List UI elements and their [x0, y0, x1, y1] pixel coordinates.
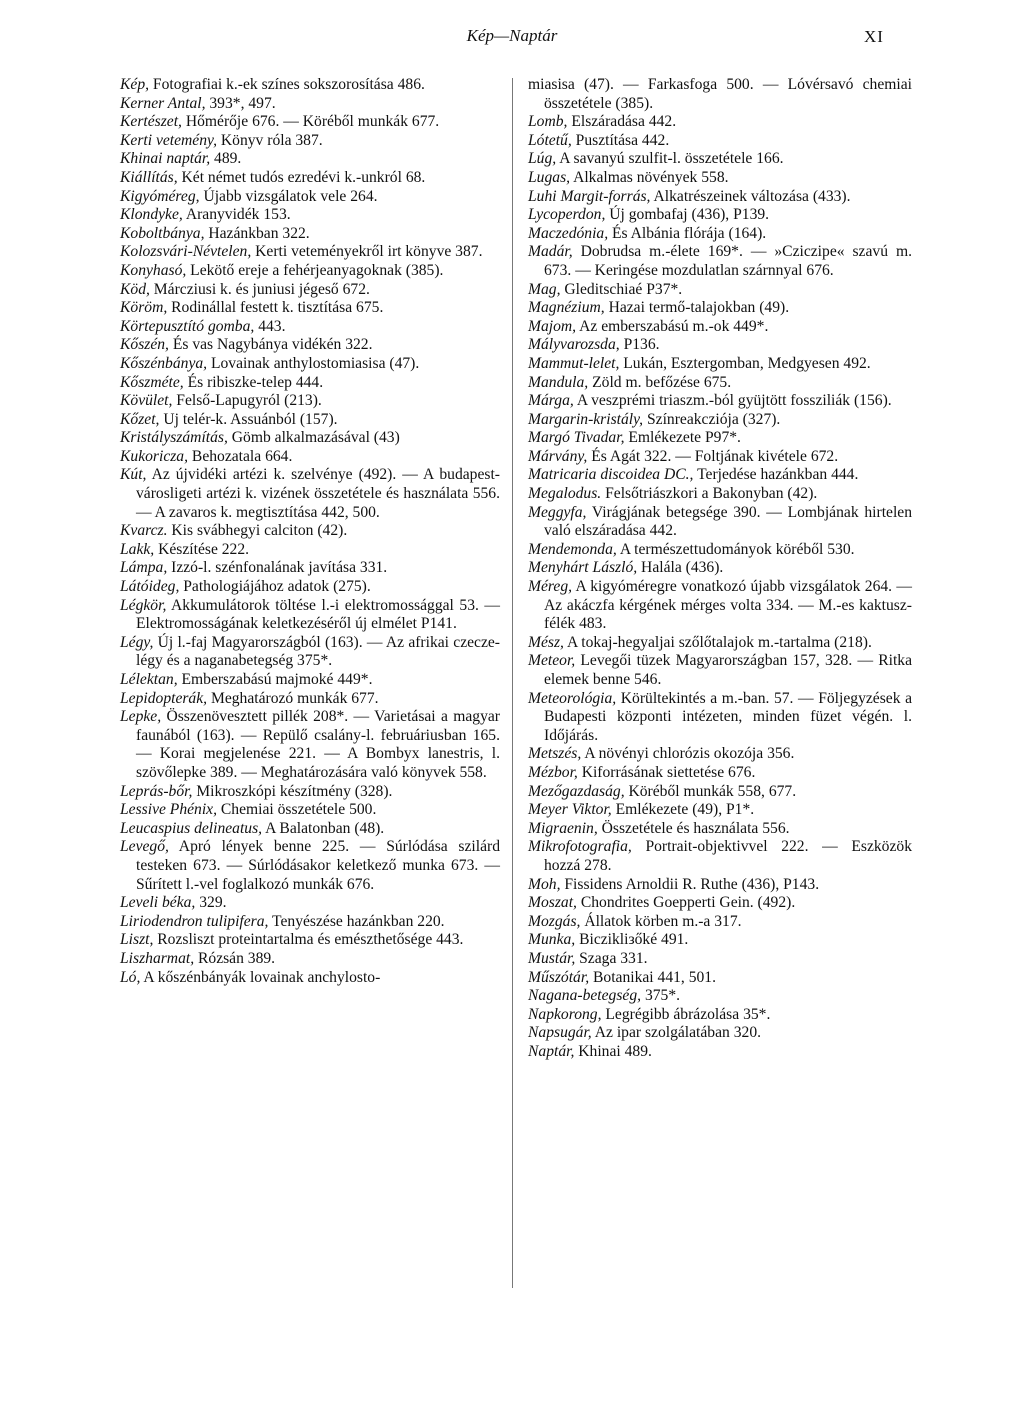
running-head: Kép—Naptár: [466, 26, 558, 45]
index-entry: [528, 132, 912, 151]
index-entry: [528, 243, 912, 280]
index-entry: [528, 448, 912, 467]
index-entry: [528, 281, 912, 300]
entry-text: Portrait-objektivvel 222. — Eszközök hozzá 278.: [544, 838, 912, 874]
index-entry: [120, 392, 500, 411]
index-entry: [120, 299, 500, 318]
entry-term: Látóideg,: [120, 578, 180, 596]
entry-text: Zöld m. befőzése 675.: [588, 373, 732, 391]
entry-text: Akkumulátorok töltése l.-i elektromossággal 53. — Elektromosságának keletkezéséről új elmélet P141.: [136, 596, 500, 633]
index-entry: [120, 336, 500, 355]
entry-text: Chondrites Goepperti Gein. (492).: [576, 894, 796, 912]
entry-text: 329.: [195, 894, 227, 912]
entry-text: Khinai 489.: [574, 1042, 652, 1060]
entry-text: Hazai termő-talajokban (49).: [604, 299, 790, 317]
entry-text: Lukán, Esztergomban, Medgyesen 492.: [619, 354, 871, 372]
entry-text: Összetétele és használata 556.: [597, 819, 790, 837]
entry-text: Fotografiai k.-ek színes sokszorosítása 486.: [149, 76, 425, 93]
index-entry: [120, 783, 500, 802]
index-column-left: [120, 76, 500, 987]
entry-text: Köréből munkák 558, 677.: [624, 782, 797, 800]
entry-text: Újabb vizsgálatok vele 264.: [199, 187, 378, 205]
index-entry: [120, 466, 500, 522]
entry-term: Levegő,: [120, 838, 169, 856]
index-entry: [528, 466, 912, 485]
entry-text: Felső-Lapugyról (213).: [172, 392, 322, 410]
entry-text: Lovainak anthylostomiasisa (47).: [207, 354, 420, 372]
entry-text: Alkatrészeinek változása (433).: [650, 187, 851, 205]
entry-text: Chemiai összetétele 500.: [217, 801, 377, 819]
index-entry: [120, 801, 500, 820]
entry-text: Pusztítása 442.: [571, 131, 670, 149]
entry-term: Mész,: [528, 633, 564, 651]
entry-text: Gleditschiaé P37*.: [560, 280, 683, 298]
entry-term: Kőszén,: [120, 336, 169, 354]
index-entry: [528, 299, 912, 318]
entry-term: Márvány,: [528, 447, 588, 465]
entry-term: Migraenin,: [528, 819, 598, 837]
index-entry: [120, 708, 500, 782]
index-entry: [528, 374, 912, 393]
entry-term: Lomb,: [528, 113, 568, 131]
entry-term: Konyhasó,: [120, 261, 187, 279]
entry-term: Majom,: [528, 317, 577, 335]
entry-term: Leucaspius delineatus,: [120, 819, 263, 837]
entry-term: Margarin-kristály,: [528, 410, 644, 428]
entry-text: Kis svábhegyi calciton (42).: [167, 522, 348, 540]
entry-term: Maczedónia,: [528, 224, 609, 242]
entry-term: Kút,: [120, 466, 147, 484]
index-entry: [528, 541, 912, 560]
entry-term: Mézbor,: [528, 763, 578, 781]
index-entry: [120, 132, 500, 151]
index-entry: [120, 355, 500, 374]
entry-term: Lélektan,: [120, 671, 178, 688]
entry-text: Összenövesztett pillék 208*. — Varietásai a magyar faunából (163). — Repülő csalány-l. februáriusban 165. — Korai megjelenése 221. — A Bombyx lanestris, l. szövőlepke 389. — Meghatározására való könyvek 558.: [136, 708, 500, 781]
entry-term: Kerti vetemény,: [120, 131, 217, 149]
entry-text: Gömb alkalmazásával (43): [227, 429, 400, 447]
page-number: XI: [864, 27, 884, 46]
entry-term: Liriodendron tulipifera,: [120, 912, 269, 930]
index-entry: [528, 1006, 912, 1025]
index-entry: [528, 931, 912, 950]
index-entry: [528, 783, 912, 802]
entry-text: Körültekintés a m.-ban. 57. — Följegyzések a Budapesti központi intézeten, minden füzet végén. l. Időjárás.: [544, 689, 912, 744]
entry-term: Köd,: [120, 280, 150, 298]
index-entry: [120, 76, 500, 95]
entry-term: Nagana-betegség,: [528, 987, 642, 1005]
entry-term: Kőszméte,: [120, 373, 184, 391]
entry-text: Levegői tüzek Magyarországban 157, 328. — Ritka elemek benne 546.: [544, 652, 912, 688]
entry-term: Műszótár,: [528, 968, 590, 986]
entry-text: Új gombafaj (436), P139.: [605, 206, 770, 224]
entry-text: És ribiszke-telep 444.: [183, 373, 324, 391]
entry-term: Meteor,: [528, 652, 576, 670]
entry-text: Rozsliszt proteintartalma és emészthetősége 443.: [153, 931, 464, 949]
index-entry: [120, 243, 500, 262]
entry-text: miasisa (47). — Farkasfoga 500. — Lóvérsavó chemiai összetétele (385).: [528, 76, 912, 112]
entry-term: Meyer Viktor,: [528, 801, 612, 819]
index-entry: [120, 318, 500, 337]
entry-text: 443.: [254, 317, 286, 335]
entry-term: Lycoperdon,: [528, 206, 606, 224]
entry-text: A természettudományok köréből 530.: [616, 540, 855, 558]
entry-text: A veszprémi triaszm.-ból gyüjtött fossziliák (156).: [573, 392, 892, 410]
index-entry: [120, 541, 500, 560]
entry-text: Hazánkban 322.: [204, 224, 310, 242]
entry-term: Meteorológia,: [528, 689, 617, 707]
entry-term: Mag,: [528, 280, 561, 298]
index-entry: [120, 931, 500, 950]
index-entry: [120, 225, 500, 244]
entry-term: Margó Tivadar,: [528, 429, 625, 447]
index-entry: [528, 1024, 912, 1043]
entry-term: Kristályszámítás,: [120, 429, 228, 447]
entry-term: Lepidopterák,: [120, 689, 208, 707]
entry-text: Márcziusi k. és juniusi jégeső 672.: [149, 280, 370, 298]
index-entry: [528, 894, 912, 913]
entry-text: P136.: [619, 336, 660, 354]
index-entry: [120, 838, 500, 894]
entry-text: Dobrudsa m.-élete 169*. — »Cziczipe« szavú m. 673. — Keringése mozdulatlan szárnnyal 676.: [544, 243, 912, 279]
entry-term: Liszharmat,: [120, 949, 195, 967]
index-entry: [528, 504, 912, 541]
entry-text: Apró lények benne 225. — Súrlódása szilárd testeken 673. — Súrlódásakor keletkező munka 673. — Sűrített l.-vel foglalkozó munkák 676.: [136, 838, 500, 893]
entry-text: Szaga 331.: [575, 949, 648, 967]
entry-term: Lakk,: [120, 540, 155, 558]
entry-text: És vas Nagybánya vidékén 322.: [168, 336, 373, 354]
index-entry: [528, 745, 912, 764]
index-entry: [120, 281, 500, 300]
index-entry: [528, 838, 912, 875]
index-entry: [120, 597, 500, 634]
index-entry: [528, 150, 912, 169]
entry-text: Halála (436).: [637, 559, 724, 577]
entry-term: Napkorong,: [528, 1005, 602, 1023]
entry-term: Magnézium,: [528, 299, 605, 317]
entry-term: Kép,: [120, 76, 150, 93]
index-entry: [528, 820, 912, 839]
index-entry: [528, 485, 912, 504]
index-entry: [120, 374, 500, 393]
index-entry: [120, 448, 500, 467]
entry-text: Hőmérője 676. — Köréből munkák 677.: [181, 113, 440, 131]
index-entry: [528, 987, 912, 1006]
entry-term: Légkör,: [120, 596, 167, 614]
entry-text: A kőszénbányák lovainak anchylosto-: [140, 968, 381, 986]
index-entry: [528, 913, 912, 932]
index-entry: [120, 522, 500, 541]
column-divider: [512, 78, 513, 1288]
entry-text: Emlékezete P97*.: [624, 429, 741, 447]
index-entry: [528, 578, 912, 634]
index-entry: [120, 634, 500, 671]
entry-text: Izzó-l. szénfonalának javítása 331.: [167, 559, 388, 577]
index-entry: [528, 411, 912, 430]
entry-text: Rodinállal festett k. tisztítása 675.: [167, 299, 384, 317]
entry-term: Madár,: [528, 243, 573, 261]
entry-term: Mikrofotografia,: [528, 838, 632, 856]
entry-text: A savanyú szulfit-l. összetétele 166.: [556, 150, 784, 168]
entry-text: A növényi chlorózis okozója 356.: [581, 745, 795, 763]
index-entry: [528, 969, 912, 988]
index-entry: [120, 820, 500, 839]
entry-text: Biczikliзőké 491.: [575, 931, 689, 949]
entry-text: Mikroszkópi készítmény (328).: [192, 782, 393, 800]
index-entry: [528, 801, 912, 820]
index-entry: [528, 169, 912, 188]
entry-text: Behozatala 664.: [188, 447, 293, 465]
entry-term: Napsugár,: [528, 1024, 592, 1042]
entry-text: 393*, 497.: [205, 94, 276, 112]
entry-term: Leveli béka,: [120, 894, 196, 912]
entry-term: Menyhárt László,: [528, 559, 638, 577]
entry-term: Kertészet,: [120, 113, 182, 131]
index-entry: [120, 188, 500, 207]
entry-term: Kvarcz.: [120, 522, 168, 540]
entry-term: Naptár,: [528, 1042, 575, 1060]
entry-text: Alkalmas növények 558.: [570, 168, 729, 186]
index-entry: [120, 150, 500, 169]
entry-term: Megalodus.: [528, 485, 602, 503]
entry-term: Kőzet,: [120, 410, 160, 428]
entry-term: Mendemonda,: [528, 540, 617, 558]
entry-term: Liszt,: [120, 931, 154, 949]
entry-text: És Albánia flórája (164).: [608, 224, 767, 242]
entry-term: Kövület,: [120, 392, 173, 410]
entry-text: Kiforrásának siettetése 676.: [577, 763, 756, 781]
entry-text: Az újvidéki artézi k. szelvénye (492). — A budapest-városligeti artézi k. vizének összetétele és használata 556. — A zavaros k. megtisztítása 442, 500.: [136, 466, 500, 521]
index-entry: [528, 690, 912, 746]
entry-text: Könyv róla 387.: [217, 131, 323, 149]
entry-text: Lekötő ereje a fehérjeanyagoknak (385).: [186, 261, 444, 279]
index-entry: [528, 876, 912, 895]
index-entry: [120, 95, 500, 114]
entry-text: Kerti veteményekről irt könyve 387.: [251, 243, 483, 261]
index-entry: [120, 429, 500, 448]
entry-term: Munka,: [528, 931, 576, 949]
index-entry: [528, 634, 912, 653]
index-entry: [528, 318, 912, 337]
entry-text: És Agát 322. — Foltjának kivétele 672.: [587, 447, 839, 465]
entry-term: Méreg,: [528, 578, 573, 596]
entry-term: Kolozsvári-Névtelen,: [120, 243, 252, 261]
entry-text: Aranyvidék 153.: [182, 206, 291, 224]
entry-term: Matricaria discoidea DC.,: [528, 466, 694, 484]
index-entry: [528, 355, 912, 374]
index-column-right: [528, 76, 912, 1061]
entry-term: Mezőgazdaság,: [528, 782, 625, 800]
entry-term: Leprás-bőr,: [120, 782, 193, 800]
entry-term: Lessive Phénix,: [120, 801, 217, 819]
index-entry: [528, 652, 912, 689]
entry-text: Emlékezete (49), P1*.: [611, 801, 755, 819]
entry-term: Lótetű,: [528, 131, 572, 149]
entry-text: Terjedése hazánkban 444.: [693, 466, 859, 484]
index-entry: [120, 206, 500, 225]
entry-term: Lepke,: [120, 708, 162, 726]
entry-text: Virágjának betegsége 390. — Lombjának hirtelen való elszáradása 442.: [544, 503, 912, 540]
entry-term: Légy,: [120, 633, 154, 651]
entry-text: Tenyészése hazánkban 220.: [268, 912, 445, 930]
entry-term: Klondyke,: [120, 206, 183, 224]
index-entry: [120, 671, 500, 690]
entry-text: Felsőtriászkori a Bakonyban (42).: [601, 485, 818, 503]
entry-term: Luhi Margit-forrás,: [528, 187, 651, 205]
entry-text: Elszáradása 442.: [567, 113, 677, 131]
entry-text: Fissidens Arnoldii R. Ruthe (436), P143.: [560, 875, 820, 893]
index-entry: [528, 429, 912, 448]
index-entry: [120, 913, 500, 932]
entry-term: Moszat,: [528, 894, 577, 912]
entry-text: Színreakcziója (327).: [643, 410, 781, 428]
entry-term: Lugas,: [528, 168, 571, 186]
entry-text: Emberszabású majmoké 449*.: [177, 671, 373, 688]
entry-term: Khinai naptár,: [120, 150, 211, 168]
index-entry: [528, 206, 912, 225]
index-entry: [120, 894, 500, 913]
index-entry: [528, 559, 912, 578]
entry-text: A kigyóméregre vonatkozó újabb vizsgálatok 264. — Az akáczfa kérgének mérges volta 334. — M.-es kaktusz-félék 483.: [544, 578, 912, 633]
entry-text: Állatok körben m.-a 317.: [580, 912, 742, 930]
entry-text: Botanikai 441, 501.: [589, 968, 716, 986]
index-entry: [528, 1043, 912, 1062]
entry-text: Legrégibb ábrázolása 35*.: [601, 1005, 771, 1023]
entry-term: Mandula,: [528, 373, 589, 391]
entry-term: Metszés,: [528, 745, 582, 763]
entry-term: Körtepusztító gomba,: [120, 317, 255, 335]
index-entry: [528, 336, 912, 355]
index-entry: [528, 764, 912, 783]
entry-term: Kigyóméreg,: [120, 187, 200, 205]
entry-term: Kerner Antal,: [120, 94, 206, 112]
entry-term: Mustár,: [528, 949, 576, 967]
entry-text: Uj telér-k. Assuánból (157).: [159, 410, 338, 428]
entry-term: Mályvarozsda,: [528, 336, 620, 354]
entry-text: Az emberszabású m.-ok 449*.: [576, 317, 769, 335]
entry-text: A tokaj-hegyaljai szőlőtalajok m.-tartalma (218).: [563, 633, 872, 651]
entry-text: Új l.-faj Magyarországból (163). — Az afrikai czecze-légy és a naganabetegség 375*.: [136, 633, 500, 670]
entry-text: 489.: [210, 150, 242, 168]
entry-term: Lámpa,: [120, 559, 168, 577]
index-entry: [120, 690, 500, 709]
entry-text: A Balatonban (48).: [262, 819, 385, 837]
index-entry: [120, 169, 500, 188]
index-entry: [120, 969, 500, 988]
entry-term: Kiállítás,: [120, 168, 178, 186]
entry-term: Márga,: [528, 392, 574, 410]
entry-text: 375*.: [641, 987, 681, 1005]
entry-term: Ló,: [120, 968, 141, 986]
entry-text: Meghatározó munkák 677.: [207, 689, 379, 707]
entry-text: Az ipar szolgálatában 320.: [591, 1024, 762, 1042]
index-entry: [120, 950, 500, 969]
entry-term: Meggyfa,: [528, 503, 587, 521]
entry-text: Készítése 222.: [154, 540, 250, 558]
entry-term: Koboltbánya,: [120, 224, 205, 242]
index-entry: [528, 76, 912, 113]
index-entry: [120, 559, 500, 578]
entry-text: Pathologiájához adatok (275).: [179, 578, 371, 596]
index-entry: [120, 113, 500, 132]
entry-term: Moh,: [528, 875, 561, 893]
index-entry: [120, 262, 500, 281]
entry-term: Lúg,: [528, 150, 557, 168]
entry-term: Kukoricza,: [120, 447, 189, 465]
entry-term: Köröm,: [120, 299, 168, 317]
entry-term: Mammut-lelet,: [528, 354, 620, 372]
index-entry: [120, 578, 500, 597]
index-entry: [528, 225, 912, 244]
index-entry: [528, 113, 912, 132]
index-entry: [120, 411, 500, 430]
index-entry: [528, 950, 912, 969]
entry-text: Rózsán 389.: [194, 949, 276, 967]
entry-term: Mozgás,: [528, 912, 581, 930]
entry-term: Kőszénbánya,: [120, 354, 208, 372]
entry-text: Két német tudós ezredévi k.-unkról 68.: [177, 168, 426, 186]
index-entry: [528, 392, 912, 411]
index-entry: [528, 188, 912, 207]
